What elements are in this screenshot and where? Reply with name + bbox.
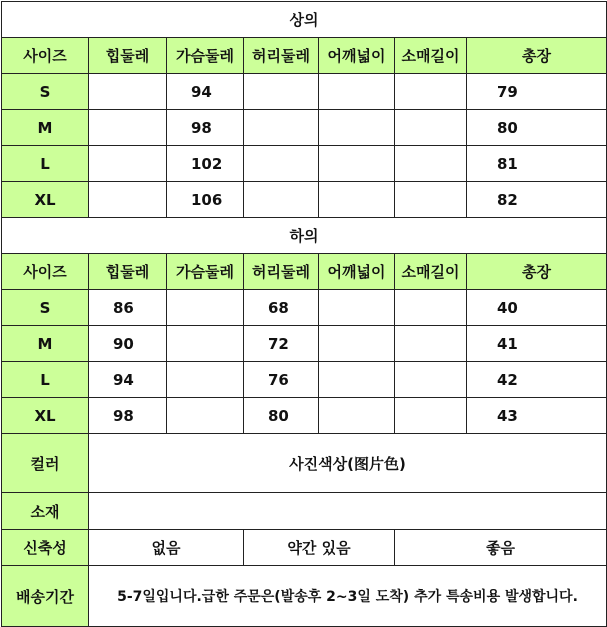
chest-value — [167, 326, 244, 362]
sleeve-value — [395, 146, 467, 182]
size-label: S — [2, 74, 89, 110]
size-label: L — [2, 146, 89, 182]
size-label: XL — [2, 182, 89, 218]
color-row — [2, 434, 607, 493]
table-row — [2, 110, 607, 146]
shoulder-value — [319, 290, 395, 326]
hip-value — [89, 74, 167, 110]
waist-value — [244, 110, 319, 146]
material-value — [89, 493, 607, 530]
bottom-header-row — [2, 254, 607, 290]
top-section-title-row — [2, 2, 607, 38]
bottom-section-title: 하의 — [2, 218, 607, 254]
chest-value: 98 — [167, 110, 244, 146]
hip-value: 86 — [89, 290, 167, 326]
chest-value — [167, 290, 244, 326]
hip-value: 90 — [89, 326, 167, 362]
chest-value: 106 — [167, 182, 244, 218]
header-waist: 허리둘레 — [244, 38, 319, 74]
table-row — [2, 398, 607, 434]
shoulder-value — [319, 326, 395, 362]
size-chart-table — [1, 1, 607, 627]
hip-value — [89, 110, 167, 146]
waist-value — [244, 182, 319, 218]
header-size: 사이즈 — [2, 38, 89, 74]
waist-value — [244, 146, 319, 182]
stretch-row — [2, 530, 607, 566]
shipping-value: 5-7일입니다.급한 주문은(발송후 2~3일 도착) 추가 특송비용 발생합니다. — [89, 566, 607, 627]
sleeve-value — [395, 326, 467, 362]
top-section-title: 상의 — [2, 2, 607, 38]
length-value: 40 — [467, 290, 607, 326]
shoulder-value — [319, 146, 395, 182]
shoulder-value — [319, 74, 395, 110]
header-sleeve: 소매길이 — [395, 38, 467, 74]
length-value: 81 — [467, 146, 607, 182]
length-value: 41 — [467, 326, 607, 362]
length-value: 42 — [467, 362, 607, 398]
sleeve-value — [395, 110, 467, 146]
size-label: L — [2, 362, 89, 398]
header-sleeve: 소매길이 — [395, 254, 467, 290]
top-header-row — [2, 38, 607, 74]
header-shoulder: 어깨넓이 — [319, 254, 395, 290]
stretch-option-none: 없음 — [89, 530, 244, 566]
waist-value: 72 — [244, 326, 319, 362]
header-length: 총장 — [467, 254, 607, 290]
shoulder-value — [319, 110, 395, 146]
sleeve-value — [395, 362, 467, 398]
shipping-label: 배송기간 — [2, 566, 89, 627]
size-label: M — [2, 326, 89, 362]
sleeve-value — [395, 290, 467, 326]
header-hip: 힙둘레 — [89, 254, 167, 290]
bottom-section-title-row — [2, 218, 607, 254]
size-label: S — [2, 290, 89, 326]
header-waist: 허리둘레 — [244, 254, 319, 290]
chest-value: 94 — [167, 74, 244, 110]
size-label: M — [2, 110, 89, 146]
waist-value: 76 — [244, 362, 319, 398]
length-value: 80 — [467, 110, 607, 146]
stretch-option-some: 약간 있음 — [244, 530, 395, 566]
table-row — [2, 362, 607, 398]
chest-value: 102 — [167, 146, 244, 182]
header-shoulder: 어깨넓이 — [319, 38, 395, 74]
table-row — [2, 182, 607, 218]
sleeve-value — [395, 74, 467, 110]
material-row — [2, 493, 607, 530]
size-label: XL — [2, 398, 89, 434]
header-length: 총장 — [467, 38, 607, 74]
stretch-option-good: 좋음 — [395, 530, 607, 566]
hip-value: 98 — [89, 398, 167, 434]
chest-value — [167, 398, 244, 434]
shoulder-value — [319, 362, 395, 398]
shipping-row — [2, 566, 607, 627]
table-row — [2, 290, 607, 326]
sleeve-value — [395, 182, 467, 218]
waist-value — [244, 74, 319, 110]
chest-value — [167, 362, 244, 398]
waist-value: 80 — [244, 398, 319, 434]
header-chest: 가슴둘레 — [167, 38, 244, 74]
color-value: 사진색상(图片色) — [89, 434, 607, 493]
sleeve-value — [395, 398, 467, 434]
header-chest: 가슴둘레 — [167, 254, 244, 290]
waist-value: 68 — [244, 290, 319, 326]
length-value: 82 — [467, 182, 607, 218]
hip-value — [89, 146, 167, 182]
shoulder-value — [319, 182, 395, 218]
header-hip: 힙둘레 — [89, 38, 167, 74]
length-value: 79 — [467, 74, 607, 110]
table-row — [2, 146, 607, 182]
table-row — [2, 326, 607, 362]
length-value: 43 — [467, 398, 607, 434]
table-row — [2, 74, 607, 110]
header-size: 사이즈 — [2, 254, 89, 290]
stretch-label: 신축성 — [2, 530, 89, 566]
hip-value: 94 — [89, 362, 167, 398]
color-label: 컬러 — [2, 434, 89, 493]
hip-value — [89, 182, 167, 218]
material-label: 소재 — [2, 493, 89, 530]
shoulder-value — [319, 398, 395, 434]
